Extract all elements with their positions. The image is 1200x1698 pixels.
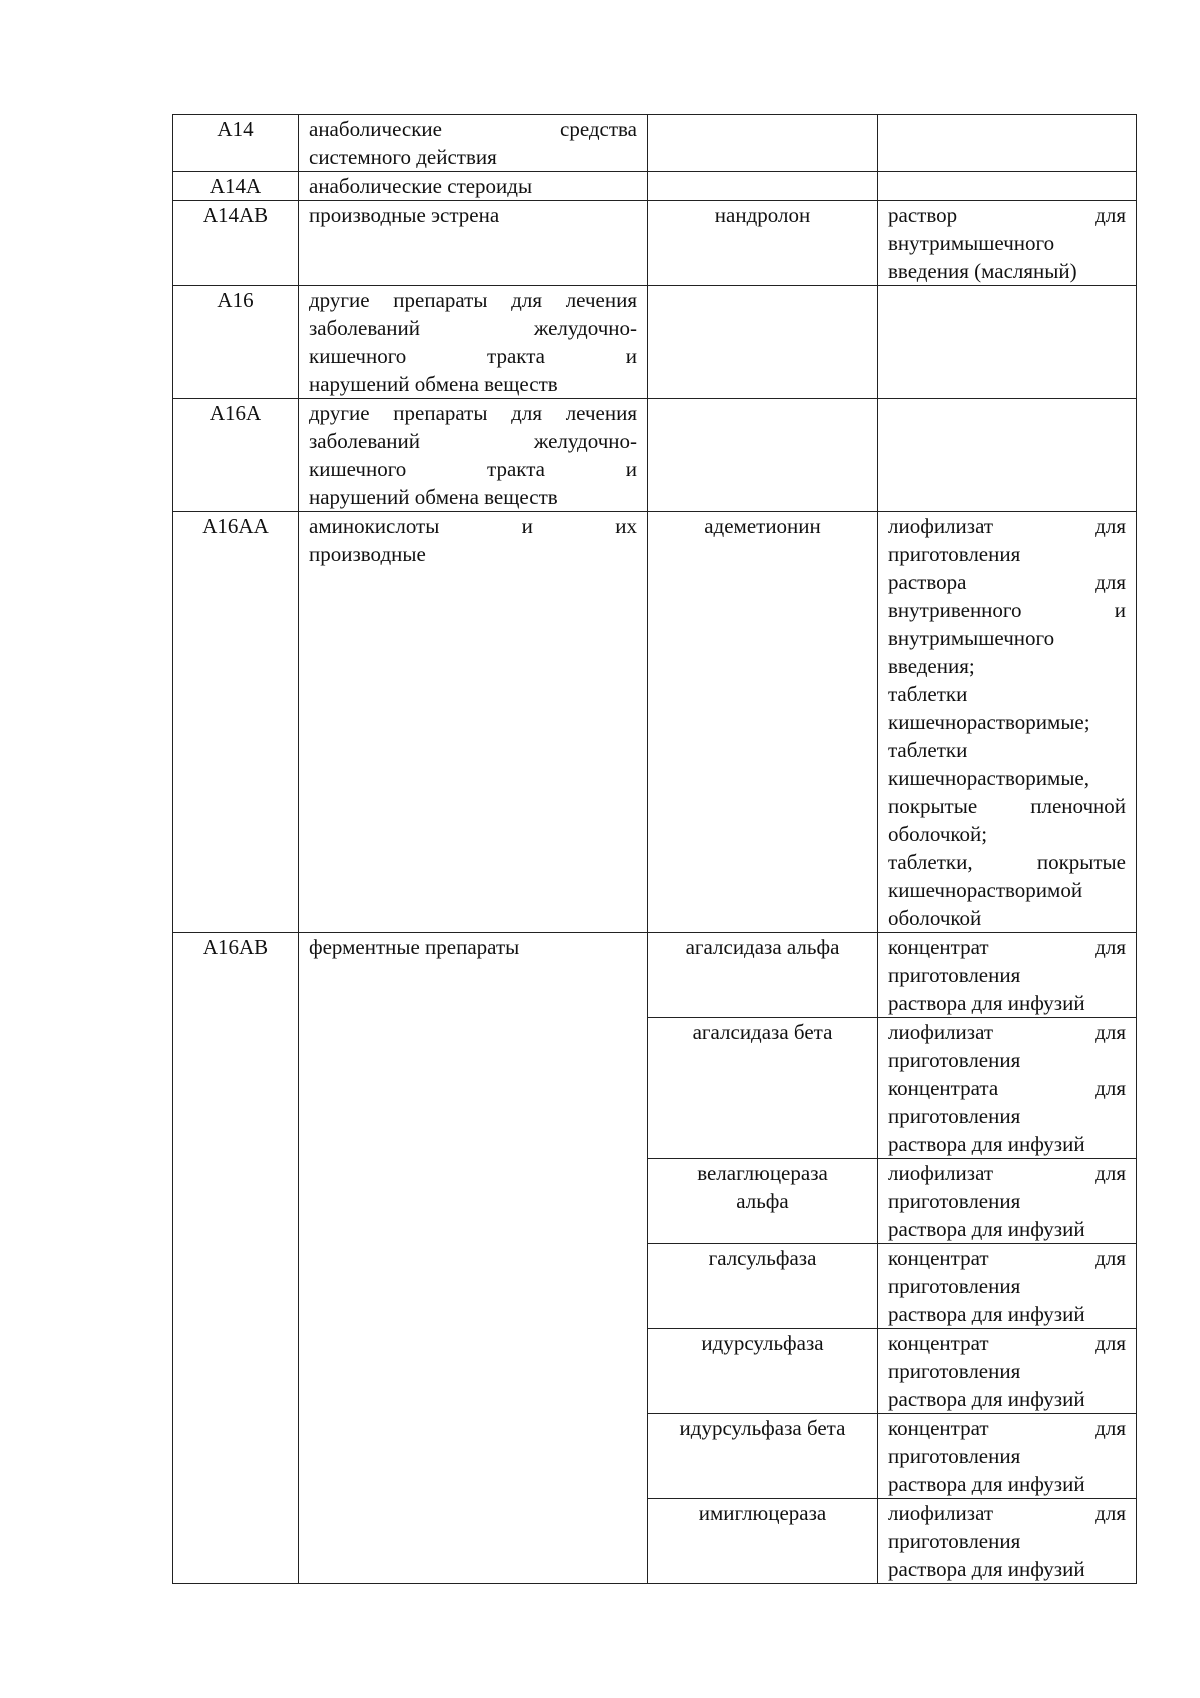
table-row <box>173 399 1137 512</box>
dosage-form-line: кишечнорастворимые; <box>888 710 1090 734</box>
dosage-form-line: концентрат для <box>888 1331 1126 1355</box>
dosage-form-cell <box>878 399 1137 512</box>
dosage-form-line: введения (масляный) <box>888 259 1077 283</box>
dosage-form-line: раствора для инфузий <box>888 1302 1085 1326</box>
dosage-form-line: концентрат для <box>888 1416 1126 1440</box>
group-name-line: анаболические средства <box>309 117 637 141</box>
dosage-form-line: раствора для инфузий <box>888 1557 1085 1581</box>
dosage-form-line: концентрата для <box>888 1076 1126 1100</box>
group-name-line: другие препараты для лечения <box>309 288 637 312</box>
dosage-form-line: раствора для <box>888 570 1126 594</box>
dosage-form-line: приготовления <box>888 1444 1021 1468</box>
dosage-form-line: лиофилизат для <box>888 1501 1126 1525</box>
atc-code-cell: A16AA <box>173 512 299 933</box>
inn-cell <box>648 115 878 172</box>
atc-code-cell: A16 <box>173 286 299 399</box>
inn-line: агалсидаза альфа <box>685 935 840 959</box>
atc-code-cell: A16AB <box>173 933 299 1584</box>
group-name-line: заболеваний желудочно- <box>309 316 637 340</box>
table-row <box>173 201 1137 286</box>
dosage-form-line: раствора для инфузий <box>888 1132 1085 1156</box>
group-name-line: анаболические стероиды <box>309 174 533 198</box>
table-row <box>173 933 1137 1018</box>
dosage-form-line: приготовления <box>888 542 1021 566</box>
inn-line: галсульфаза <box>708 1246 817 1270</box>
dosage-form-line: оболочкой <box>888 906 982 930</box>
dosage-form-line: лиофилизат для <box>888 1020 1126 1044</box>
inn-line: идурсульфаза бета <box>679 1416 846 1440</box>
dosage-form-line: раствора для инфузий <box>888 1217 1085 1241</box>
group-name-line: нарушений обмена веществ <box>309 372 558 396</box>
dosage-form-line: кишечнорастворимые, <box>888 766 1090 790</box>
dosage-form-line: таблетки <box>888 738 968 762</box>
dosage-form-cell <box>878 201 1137 286</box>
group-name-cell <box>299 399 648 512</box>
dosage-form-cell <box>878 1329 1137 1414</box>
dosage-form-line: приготовления <box>888 1048 1021 1072</box>
group-name-line: другие препараты для лечения <box>309 401 637 425</box>
dosage-form-cell <box>878 1499 1137 1584</box>
inn-cell <box>648 1499 878 1584</box>
dosage-form-line: лиофилизат для <box>888 514 1126 538</box>
inn-cell: адеметионин <box>648 512 878 933</box>
table-row <box>173 115 1137 172</box>
inn-line: агалсидаза бета <box>692 1020 833 1044</box>
group-name-line: кишечного тракта и <box>309 344 637 368</box>
group-name-line: производные эстрена <box>309 203 500 227</box>
dosage-form-line: приготовления <box>888 1104 1021 1128</box>
inn-cell <box>648 1018 878 1159</box>
inn-line: имиглюцераза <box>698 1501 827 1525</box>
atc-code-cell: A14A <box>173 172 299 201</box>
dosage-form-line: раствора для инфузий <box>888 1472 1085 1496</box>
dosage-form-line: раствор для <box>888 203 1126 227</box>
dosage-form-cell <box>878 512 1137 933</box>
group-name-cell: ферментные препараты <box>299 933 648 1584</box>
inn-cell <box>648 1244 878 1329</box>
dosage-form-line: таблетки, покрытые <box>888 850 1126 874</box>
inn-cell <box>648 399 878 512</box>
dosage-form-cell <box>878 172 1137 201</box>
group-name-line: производные <box>309 542 426 566</box>
group-name-line: аминокислоты и их <box>309 514 637 538</box>
dosage-form-line: лиофилизат для <box>888 1161 1126 1185</box>
dosage-form-line: концентрат для <box>888 935 1126 959</box>
group-name-line: кишечного тракта и <box>309 457 637 481</box>
group-name-cell <box>299 115 648 172</box>
dosage-form-line: приготовления <box>888 1359 1021 1383</box>
dosage-form-cell <box>878 1159 1137 1244</box>
inn-line: альфа <box>736 1189 789 1213</box>
inn-cell: нандролон <box>648 201 878 286</box>
dosage-form-line: оболочкой; <box>888 822 988 846</box>
dosage-form-cell <box>878 933 1137 1018</box>
atc-code-cell: A14 <box>173 115 299 172</box>
inn-cell <box>648 1329 878 1414</box>
dosage-form-line: введения; <box>888 654 975 678</box>
dosage-form-line: раствора для инфузий <box>888 1387 1085 1411</box>
dosage-form-line: покрытые пленочной <box>888 794 1126 818</box>
group-name-line: нарушений обмена веществ <box>309 485 558 509</box>
dosage-form-line: раствора для инфузий <box>888 991 1085 1015</box>
dosage-form-cell <box>878 1414 1137 1499</box>
dosage-form-line: приготовления <box>888 1274 1021 1298</box>
atc-code-cell: A16A <box>173 399 299 512</box>
inn-cell <box>648 933 878 1018</box>
inn-cell <box>648 1414 878 1499</box>
dosage-form-line: таблетки <box>888 682 968 706</box>
table-body <box>173 115 1137 1584</box>
dosage-form-line: приготовления <box>888 1189 1021 1213</box>
group-name-cell <box>299 172 648 201</box>
dosage-form-line: внутримышечного <box>888 626 1055 650</box>
inn-cell <box>648 286 878 399</box>
atc-code-cell: A14AB <box>173 201 299 286</box>
dosage-form-line: внутривенного и <box>888 598 1126 622</box>
dosage-form-cell <box>878 1018 1137 1159</box>
dosage-form-line: приготовления <box>888 1529 1021 1553</box>
dosage-form-cell <box>878 286 1137 399</box>
inn-cell <box>648 1159 878 1244</box>
group-name-line: системного действия <box>309 145 497 169</box>
dosage-form-line: приготовления <box>888 963 1021 987</box>
group-name-cell <box>299 512 648 933</box>
inn-line: велаглюцераза <box>697 1161 828 1185</box>
table-row <box>173 172 1137 201</box>
group-name-line: заболеваний желудочно- <box>309 429 637 453</box>
dosage-form-cell <box>878 1244 1137 1329</box>
group-name-cell <box>299 286 648 399</box>
dosage-form-cell <box>878 115 1137 172</box>
dosage-form-line: концентрат для <box>888 1246 1126 1270</box>
group-name-cell <box>299 201 648 286</box>
dosage-form-line: внутримышечного <box>888 231 1055 255</box>
table-row <box>173 512 1137 933</box>
inn-line: идурсульфаза <box>701 1331 824 1355</box>
table-row <box>173 286 1137 399</box>
inn-cell <box>648 172 878 201</box>
drug-classification-table <box>172 114 1137 1584</box>
dosage-form-line: кишечнорастворимой <box>888 878 1083 902</box>
